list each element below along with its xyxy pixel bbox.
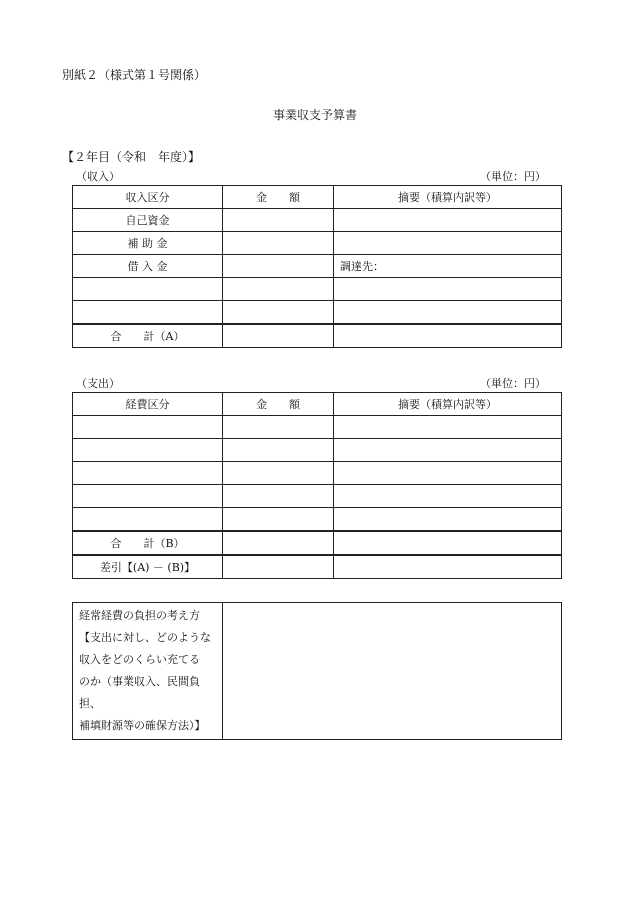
income-notes-cell[interactable] — [334, 301, 562, 325]
income-category-cell: 借 入 金 — [73, 255, 223, 278]
funding-note-label — [73, 603, 223, 740]
year-label: 【２年目（令和 年度）】 — [62, 150, 201, 164]
expense-table — [72, 392, 562, 579]
expense-total-label: 合 計（B） — [73, 531, 223, 555]
expense-notes-cell[interactable] — [334, 439, 562, 462]
table-row — [73, 508, 562, 532]
income-total-label: 合 計（A） — [73, 324, 223, 348]
table-row — [73, 278, 562, 301]
income-notes-cell[interactable]: 調達先： — [334, 255, 562, 278]
funding-note-line: 経常経費の負担の考え方 — [79, 609, 200, 622]
income-amount-cell[interactable] — [223, 232, 334, 255]
difference-label: 差引【(A) － (B)】 — [73, 555, 223, 579]
expense-header-category: 経費区分 — [73, 393, 223, 416]
table-row — [73, 439, 562, 462]
income-amount-cell[interactable] — [223, 278, 334, 301]
expense-total-notes[interactable] — [334, 531, 562, 555]
income-header-amount: 金 額 — [223, 186, 334, 209]
income-header-notes: 摘要（積算内訳等） — [334, 186, 562, 209]
income-notes-cell[interactable] — [334, 232, 562, 255]
table-row — [73, 209, 562, 232]
expense-category-cell[interactable] — [73, 439, 223, 462]
difference-amount[interactable] — [223, 555, 334, 579]
annex-label: 別紙２（様式第１号関係） — [62, 68, 207, 82]
income-total-amount[interactable] — [223, 324, 334, 348]
table-row — [73, 462, 562, 485]
expense-category-cell[interactable] — [73, 416, 223, 439]
expense-category-cell[interactable] — [73, 508, 223, 532]
income-category-cell: 補 助 金 — [73, 232, 223, 255]
income-header-row — [73, 186, 562, 209]
income-category-cell[interactable] — [73, 278, 223, 301]
income-total-row — [73, 324, 562, 348]
table-row — [73, 416, 562, 439]
income-table — [72, 185, 562, 348]
funding-note-line: 収入をどのくらい充てる — [79, 653, 200, 666]
income-unit: （単位：円） — [480, 170, 546, 183]
funding-note-row — [73, 603, 562, 740]
expense-total-amount[interactable] — [223, 531, 334, 555]
difference-row — [73, 555, 562, 579]
expense-amount-cell[interactable] — [223, 439, 334, 462]
income-total-notes[interactable] — [334, 324, 562, 348]
expense-category-cell[interactable] — [73, 485, 223, 508]
expense-amount-cell[interactable] — [223, 462, 334, 485]
document-title: 事業収支予算書 — [272, 108, 357, 122]
expense-notes-cell[interactable] — [334, 485, 562, 508]
expense-amount-cell[interactable] — [223, 416, 334, 439]
expense-notes-cell[interactable] — [334, 462, 562, 485]
expense-total-row — [73, 531, 562, 555]
expense-amount-cell[interactable] — [223, 508, 334, 532]
expense-unit: （単位：円） — [480, 377, 546, 390]
income-amount-cell[interactable] — [223, 301, 334, 325]
expense-notes-cell[interactable] — [334, 508, 562, 532]
difference-notes[interactable] — [334, 555, 562, 579]
table-row — [73, 232, 562, 255]
expense-label: （支出） — [76, 377, 120, 390]
income-label: （収入） — [76, 170, 120, 183]
funding-note-line: 【支出に対し、どのような — [79, 631, 211, 644]
income-amount-cell[interactable] — [223, 255, 334, 278]
income-amount-cell[interactable] — [223, 209, 334, 232]
funding-note-content[interactable] — [223, 603, 562, 740]
income-category-cell: 自己資金 — [73, 209, 223, 232]
expense-header-notes: 摘要（積算内訳等） — [334, 393, 562, 416]
expense-header-row — [73, 393, 562, 416]
income-header-category: 収入区分 — [73, 186, 223, 209]
table-row — [73, 255, 562, 278]
income-notes-cell[interactable] — [334, 278, 562, 301]
table-row — [73, 485, 562, 508]
income-notes-cell[interactable] — [334, 209, 562, 232]
expense-category-cell[interactable] — [73, 462, 223, 485]
funding-note-line: のか（事業収入、民間負担、 — [79, 675, 200, 710]
expense-header-amount: 金 額 — [223, 393, 334, 416]
funding-note-line: 補填財源等の確保方法）】 — [79, 719, 206, 732]
table-row — [73, 301, 562, 325]
expense-notes-cell[interactable] — [334, 416, 562, 439]
income-category-cell[interactable] — [73, 301, 223, 325]
expense-amount-cell[interactable] — [223, 485, 334, 508]
funding-note-table — [72, 602, 562, 740]
